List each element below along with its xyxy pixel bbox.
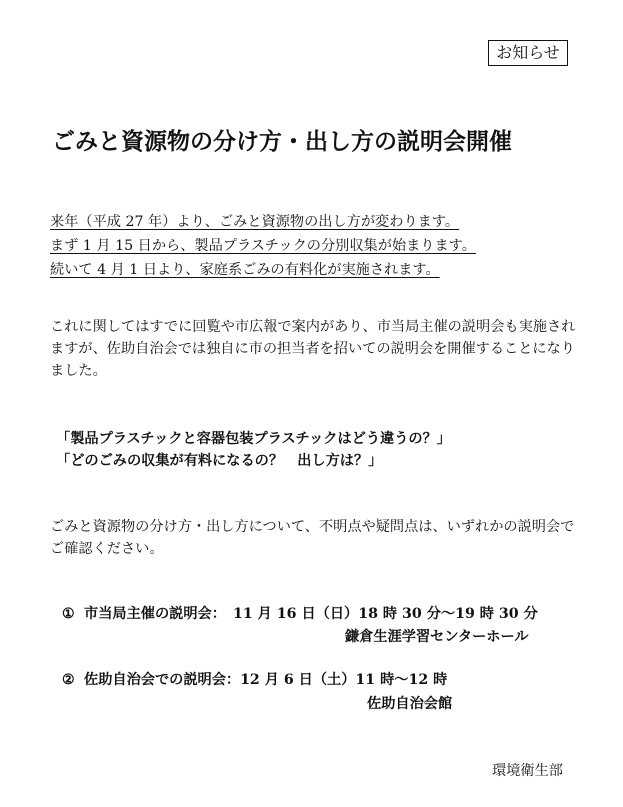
intro-line-text: 来年（平成 27 年）より、ごみと資源物の出し方が変わります。 <box>50 214 460 230</box>
question-line: 「どのごみの収集が有料になるの？ 出し方は？」 <box>56 453 383 469</box>
session-venue: 佐助自治会館 <box>367 696 453 712</box>
intro-line <box>50 258 476 282</box>
guidance-paragraph: ごみと資源物の分け方・出し方について、不明点や疑問点は、いずれかの説明会でご確認ください。 <box>50 519 575 557</box>
session-item-association <box>62 668 447 692</box>
session-venue: 鎌倉生涯学習センターホール <box>345 629 529 645</box>
intro-line-text: 続いて 4 月 1 日より、家庭系ごみの有料化が実施されます。 <box>50 262 440 278</box>
intro-line <box>50 210 476 234</box>
intro-line-text: まず 1 月 15 日から、製品プラスチックの分別収集が始まります。 <box>50 238 476 254</box>
notice-badge: お知らせ <box>488 40 568 66</box>
question-line: 「製品プラスチックと容器包装プラスチックはどう違うの？」 <box>56 431 451 447</box>
intro-block <box>50 210 476 282</box>
department-signature: 環境衛生部 <box>492 763 563 779</box>
document-title: ごみと資源物の分け方・出し方の説明会開催 <box>52 128 512 155</box>
questions-block <box>56 428 451 472</box>
session-number: ② <box>62 672 75 688</box>
session-text: 佐助自治会での説明会：12 月 6 日（土）11 時〜12 時 <box>84 672 448 688</box>
session-text: 市当局主催の説明会： 11 月 16 日（日）18 時 30 分〜19 時 30 分 <box>84 606 538 622</box>
session-item-city <box>62 602 538 626</box>
session-number: ① <box>62 606 75 622</box>
background-paragraph: これに関してはすでに回覧や市広報で案内があり、市当局主催の説明会も実施されますが、佐助自治会では独自に市の担当者を招いての説明会を開催することになりました。 <box>50 319 576 379</box>
intro-line <box>50 234 476 258</box>
